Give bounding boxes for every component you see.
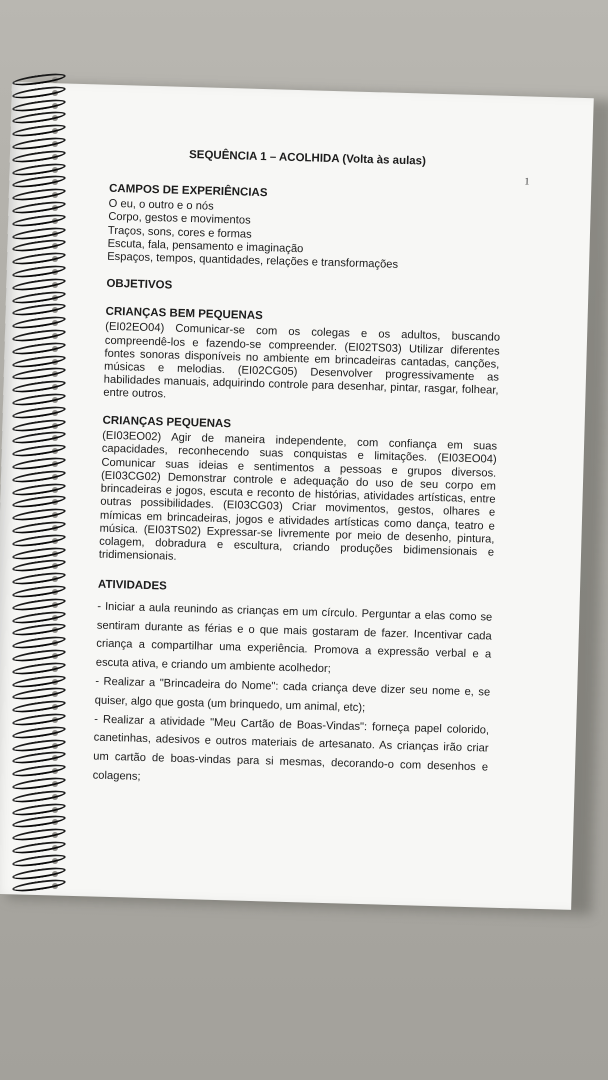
spiral-ring (12, 84, 67, 100)
spiral-ring (12, 71, 67, 87)
spiral-ring (12, 634, 67, 650)
spiral-ring (12, 391, 67, 407)
spiral-ring (12, 404, 67, 420)
objetivos-section (106, 278, 501, 303)
sequence-title: SEQUÊNCIA 1 – ACOLHIDA (Volta às aulas) (188, 148, 427, 168)
spiral-ring (12, 148, 67, 164)
spiral-ring (12, 250, 67, 266)
spiral-ring (12, 596, 67, 612)
bem-pequenas-text: (EI02EO04) Comunicar-se com os colegas e os adultos, buscando compreendê-los e fazendo-se compreender. (EI02TS03) Utilizar diferentes fontes sonoras disponíveis no ambiente em brincadeiras cantadas, canções, músicas e melodias. (EI02CG05) Desenvolver progressivamente as habilidades manuais, adquirindo controle para desenhar, pintar, rasgar, folhear, entre outros. (103, 321, 501, 401)
spiral-ring (12, 135, 67, 151)
spiral-ring (12, 583, 67, 599)
spiral-ring (12, 327, 67, 343)
campo-item: Traços, sons, cores e formas (107, 224, 252, 241)
spiral-ring (12, 263, 67, 279)
spiral-ring (12, 276, 67, 292)
atividades-heading: ATIVIDADES (97, 579, 167, 593)
spiral-ring (12, 762, 67, 778)
bem-pequenas-section (103, 305, 500, 411)
atividade-paragraph: - Iniciar a aula reunindo as crianças em um círculo. Perguntar a elas como se sentiram durante as férias e o que mais gostaram de fazer. Incentivar cada criança a compartilhar uma experiência. Promova a expressão verbal e a escuta ativa, e criando um ambiente acolhedor; (95, 600, 493, 676)
spiral-ring (12, 442, 67, 458)
campos-section (107, 182, 504, 275)
spiral-ring (12, 199, 67, 215)
spiral-ring (12, 519, 67, 535)
campo-item: O eu, o outro e o nós (108, 197, 214, 213)
spiral-ring (12, 775, 67, 791)
spiral-ring (12, 826, 67, 842)
spiral-ring (12, 340, 67, 356)
spiral-ring (12, 506, 67, 522)
spiral-ring (12, 660, 67, 676)
spiral-ring (12, 698, 67, 714)
atividade-paragraph: - Realizar a atividade "Meu Cartão de Boas-Vindas": forneça papel colorido, canetinhas, adesivos e outros materiais de artesanato. As crianças irão criar um cartão de boas-vindas para si mesmas, decorando-o com desenhos e colagens; (92, 713, 490, 783)
spiral-ring (12, 724, 67, 740)
spiral-binding (0, 75, 78, 905)
spiral-ring (12, 711, 67, 727)
atividade-paragraph: - Realizar a "Brincadeira do Nome": cada criança deve dizer seu nome e, se quiser, algo que gosta (um brinquedo, um animal, etc); (94, 675, 491, 714)
page-number: 1 (524, 176, 530, 188)
pequenas-heading: CRIANÇAS PEQUENAS (102, 414, 232, 430)
pequenas-section (99, 414, 498, 573)
notebook-page (0, 82, 594, 910)
spiral-ring (12, 852, 67, 868)
spiral-ring (12, 532, 67, 548)
spiral-ring (12, 212, 67, 228)
spiral-ring (12, 878, 67, 894)
spiral-ring (12, 839, 67, 855)
campo-item: Corpo, gestos e movimentos (108, 211, 251, 228)
spiral-ring (12, 788, 67, 804)
spiral-ring (12, 570, 67, 586)
spiral-ring (12, 314, 67, 330)
campos-heading: CAMPOS DE EXPERIÊNCIAS (108, 182, 268, 199)
atividades-section (92, 576, 493, 796)
objetivos-heading: OBJETIVOS (106, 277, 173, 292)
campo-item: Escuta, fala, pensamento e imaginação (107, 237, 304, 255)
page-content (92, 147, 505, 811)
spiral-ring (12, 455, 67, 471)
pequenas-text: (EI03EO02) Agir de maneira independente, com confiança em suas capacidades, reconhecendo suas conquistas e limitações. (EI03EO04) Comunicar suas ideias e sentimentos a pessoas e grupos diversos. (EI03CG02) Demonstrar controle e adequação do uso de seu corpo em brincadeiras e jogos, escuta e reconto de histórias, atividades artísticas, entre outras possibilidades. (EI03CG03) Criar movimentos, gestos, olhares e mímicas em brincadeiras, jogos e atividades artísticas como dança, teatro e música. (EI03TS02) Expressar-se livremente por meio de desenho, pintura, colagem, dobradura e escultura, criando produções bidimensionais e tridimensionais. (98, 429, 498, 563)
spiral-ring (12, 122, 67, 138)
spiral-ring (12, 186, 67, 202)
spiral-ring (12, 378, 67, 394)
spiral-ring (12, 468, 67, 484)
campo-item: Espaços, tempos, quantidades, relações e transformações (106, 250, 399, 271)
campos-list (107, 198, 504, 275)
spiral-ring (12, 647, 67, 663)
bem-pequenas-heading: CRIANÇAS BEM PEQUENAS (105, 305, 263, 322)
